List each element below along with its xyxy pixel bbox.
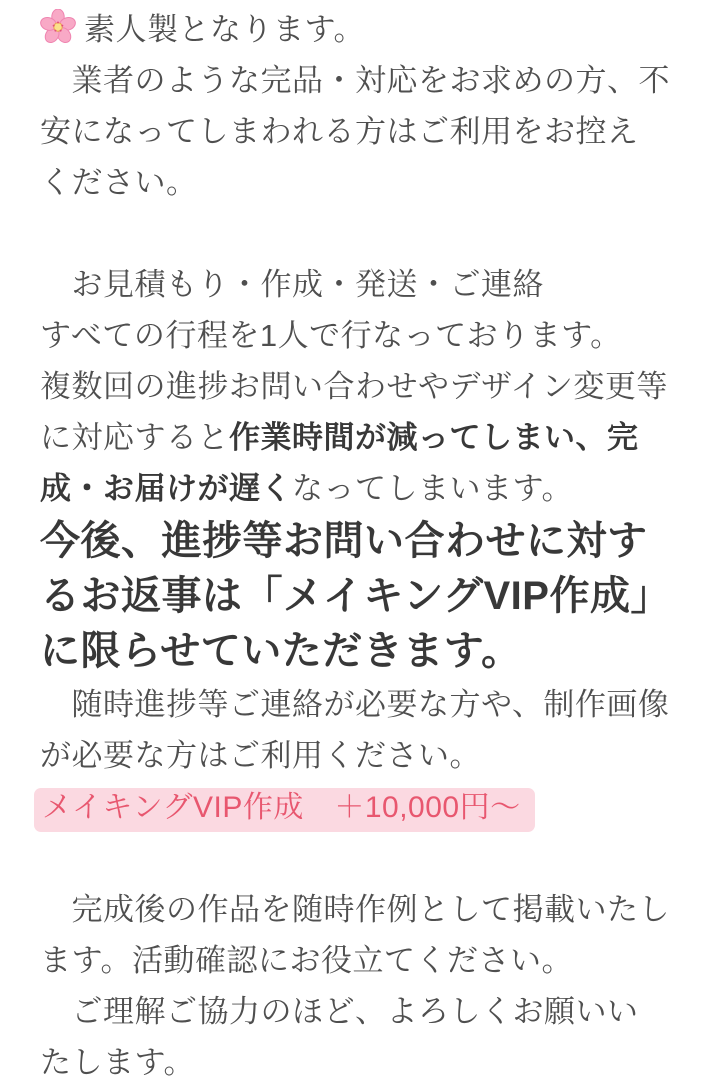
text-segment: ます。活動確認にお役立てください。 bbox=[40, 943, 574, 978]
text-line bbox=[40, 157, 689, 208]
vip-price-highlight: メイキングVIP作成 ＋10,000円〜 bbox=[34, 788, 535, 832]
text-line bbox=[40, 55, 689, 106]
text-segment: るお返事は「メイキングVIP作成」 bbox=[40, 574, 671, 618]
text-line bbox=[40, 514, 689, 569]
text-line bbox=[40, 986, 689, 1037]
text-line bbox=[40, 730, 689, 781]
text-segment: 作業時間が減ってしまい、完 bbox=[229, 420, 639, 455]
text-segment: ご理解ご協力のほど、よろしくお願いい bbox=[40, 994, 639, 1029]
text-segment: に対応すると bbox=[40, 420, 229, 455]
text-line bbox=[40, 412, 689, 463]
text-segment: 業者のような完品・対応をお求めの方、不 bbox=[40, 63, 670, 98]
text-segment: なってしまいます。 bbox=[292, 471, 574, 506]
text-line bbox=[40, 569, 689, 624]
text-line bbox=[40, 361, 689, 412]
text-line bbox=[40, 1037, 689, 1080]
text-segment: 今後、進捗等お問い合わせに対す bbox=[40, 519, 648, 563]
text-segment: 安になってしまわれる方はご利用をお控え bbox=[40, 114, 639, 149]
text-line bbox=[40, 106, 689, 157]
text-line bbox=[40, 259, 689, 310]
text-segment: お見積もり・作成・発送・ご連絡 bbox=[40, 267, 544, 302]
text-line bbox=[40, 310, 689, 361]
text-line bbox=[40, 208, 689, 259]
text-line bbox=[40, 935, 689, 986]
text-segment: ください。 bbox=[40, 165, 198, 200]
text-line bbox=[40, 4, 689, 55]
text-line bbox=[40, 679, 689, 730]
text-line bbox=[40, 833, 689, 884]
text-segment: 成・お届けが遅く bbox=[40, 471, 292, 506]
text-line bbox=[40, 624, 689, 679]
text-line bbox=[40, 884, 689, 935]
text-line bbox=[34, 781, 689, 833]
text-segment: 完成後の作品を随時作例として掲載いたし bbox=[40, 892, 670, 927]
text-segment: に限らせていただきます。 bbox=[40, 629, 522, 673]
text-segment: たします。 bbox=[40, 1045, 196, 1080]
text-segment: が必要な方はご利用ください。 bbox=[40, 738, 481, 773]
cherry-blossom-icon bbox=[40, 9, 76, 45]
text-segment: 随時進捗等ご連絡が必要な方や、制作画像 bbox=[40, 687, 670, 722]
text-line bbox=[40, 463, 689, 514]
text-segment: 素人製となります。 bbox=[84, 12, 366, 47]
text-segment: すべての行程を1人で行なっております。 bbox=[40, 318, 622, 353]
description-text bbox=[40, 4, 689, 1080]
text-segment: 複数回の進捗お問い合わせやデザイン変更等 bbox=[40, 369, 668, 404]
